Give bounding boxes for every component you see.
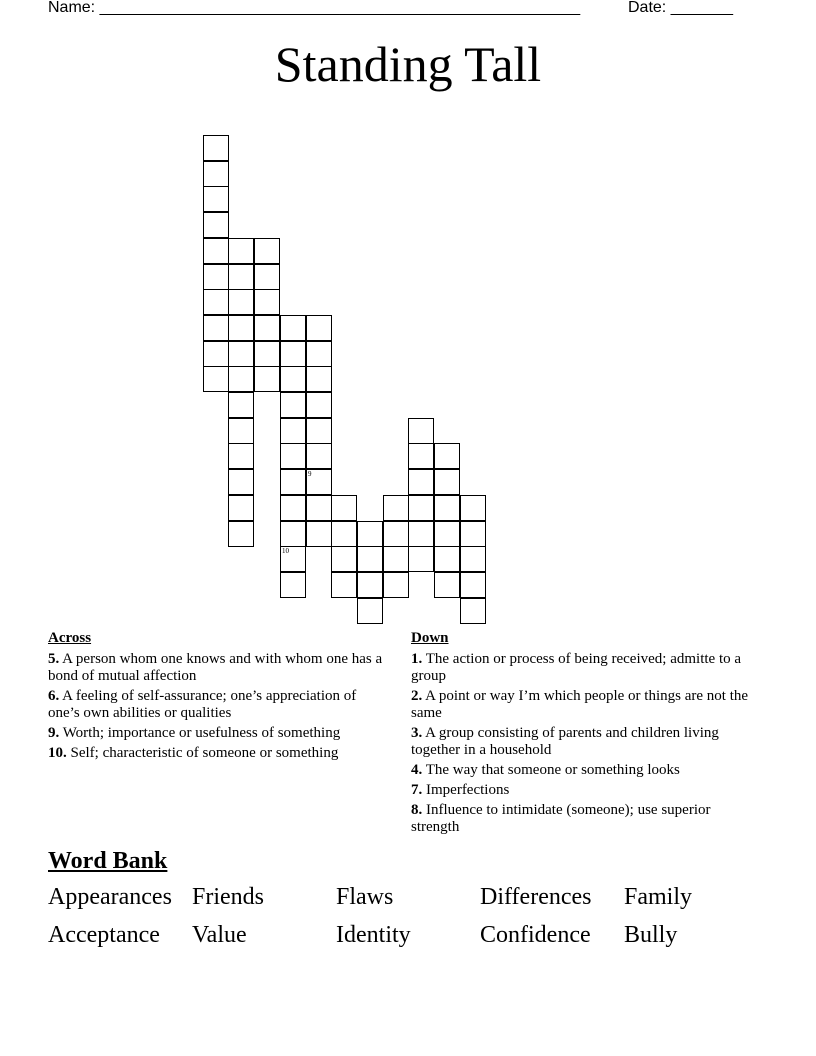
crossword-cell[interactable] bbox=[254, 341, 280, 367]
crossword-cell[interactable] bbox=[306, 366, 332, 392]
crossword-cell[interactable] bbox=[306, 392, 332, 418]
crossword-cell[interactable] bbox=[280, 443, 306, 469]
word-bank-word: Appearances bbox=[48, 884, 172, 910]
down-clue bbox=[411, 725, 756, 759]
crossword-cell[interactable] bbox=[203, 289, 229, 315]
crossword-cell[interactable] bbox=[383, 495, 409, 521]
crossword-cell[interactable] bbox=[203, 212, 229, 238]
clue-text: A group consisting of parents and children living together in a household bbox=[411, 725, 719, 758]
crossword-cell[interactable] bbox=[203, 238, 229, 264]
crossword-cell[interactable] bbox=[306, 443, 332, 469]
clue-number-label: 8. bbox=[411, 802, 423, 818]
word-bank-word: Family bbox=[624, 884, 693, 910]
crossword-cell[interactable] bbox=[408, 521, 434, 547]
crossword-cell[interactable] bbox=[434, 572, 460, 598]
crossword-cell[interactable] bbox=[357, 572, 383, 598]
crossword-cell[interactable] bbox=[383, 521, 409, 547]
date-field-label: Date: _______ bbox=[628, 0, 733, 16]
name-field-label: Name: ______________________________________________________ bbox=[48, 0, 581, 16]
clue-number-label: 3. bbox=[411, 725, 423, 741]
crossword-cell[interactable] bbox=[254, 289, 280, 315]
crossword-cell[interactable] bbox=[203, 264, 229, 290]
crossword-cell[interactable] bbox=[331, 521, 357, 547]
crossword-cell[interactable] bbox=[408, 546, 434, 572]
crossword-cell[interactable] bbox=[383, 572, 409, 598]
crossword-cell[interactable] bbox=[408, 495, 434, 521]
crossword-cell[interactable] bbox=[228, 443, 254, 469]
clue-number-label: 4. bbox=[411, 762, 423, 778]
crossword-cell[interactable] bbox=[228, 264, 254, 290]
crossword-cell[interactable] bbox=[306, 469, 332, 495]
crossword-cell[interactable] bbox=[306, 521, 332, 547]
crossword-cell[interactable] bbox=[357, 598, 383, 624]
clue-number: 9 bbox=[308, 470, 312, 478]
word-bank-word: Acceptance bbox=[48, 922, 160, 948]
down-clue bbox=[411, 688, 756, 722]
crossword-cell[interactable] bbox=[254, 238, 280, 264]
crossword-cell[interactable] bbox=[280, 392, 306, 418]
crossword-cell[interactable] bbox=[203, 161, 229, 187]
crossword-cell[interactable] bbox=[331, 572, 357, 598]
crossword-cell[interactable] bbox=[357, 546, 383, 572]
crossword-cell[interactable] bbox=[280, 495, 306, 521]
clue-number-label: 1. bbox=[411, 651, 423, 667]
crossword-cell[interactable] bbox=[203, 135, 229, 161]
across-clue bbox=[48, 651, 388, 685]
crossword-cell[interactable] bbox=[383, 546, 409, 572]
crossword-cell[interactable] bbox=[228, 469, 254, 495]
crossword-cell[interactable] bbox=[228, 341, 254, 367]
crossword-cell[interactable] bbox=[434, 443, 460, 469]
crossword-cell[interactable] bbox=[460, 546, 486, 572]
word-bank-word: Bully bbox=[624, 922, 678, 948]
crossword-cell[interactable] bbox=[228, 366, 254, 392]
crossword-cell[interactable] bbox=[203, 341, 229, 367]
crossword-cell[interactable] bbox=[460, 495, 486, 521]
crossword-cell[interactable] bbox=[306, 341, 332, 367]
crossword-cell[interactable] bbox=[228, 418, 254, 444]
clue-text: The action or process of being received; admitte to a group bbox=[411, 651, 742, 684]
crossword-cell[interactable] bbox=[228, 238, 254, 264]
crossword-cell[interactable] bbox=[460, 598, 486, 624]
clue-text: The way that someone or something looks bbox=[422, 762, 680, 778]
clue-number-label: 10. bbox=[48, 745, 67, 761]
down-clue-list bbox=[411, 651, 756, 836]
crossword-cell[interactable] bbox=[434, 495, 460, 521]
crossword-cell[interactable] bbox=[408, 418, 434, 444]
down-clues bbox=[411, 630, 756, 839]
clue-number: 10 bbox=[282, 547, 289, 555]
crossword-cell[interactable] bbox=[357, 521, 383, 547]
word-bank-title: Word Bank bbox=[48, 848, 168, 874]
crossword-cell[interactable] bbox=[228, 392, 254, 418]
crossword-cell[interactable] bbox=[331, 546, 357, 572]
crossword-cell[interactable] bbox=[228, 521, 254, 547]
down-heading: Down bbox=[411, 630, 449, 646]
crossword-cell[interactable] bbox=[203, 366, 229, 392]
crossword-cell[interactable] bbox=[228, 315, 254, 341]
down-clue bbox=[411, 762, 756, 779]
across-clue bbox=[48, 725, 388, 742]
crossword-cell[interactable] bbox=[228, 495, 254, 521]
crossword-cell[interactable] bbox=[306, 418, 332, 444]
crossword-cell[interactable] bbox=[434, 469, 460, 495]
crossword-cell[interactable] bbox=[280, 521, 306, 547]
word-bank-word: Identity bbox=[336, 922, 411, 948]
crossword-cell[interactable] bbox=[228, 289, 254, 315]
clue-number-label: 7. bbox=[411, 782, 423, 798]
crossword-cell[interactable] bbox=[203, 315, 229, 341]
clue-text: Worth; importance or usefulness of something bbox=[59, 725, 341, 741]
down-clue bbox=[411, 802, 756, 836]
crossword-cell[interactable] bbox=[434, 521, 460, 547]
word-bank-word: Friends bbox=[192, 884, 264, 910]
crossword-cell[interactable] bbox=[280, 366, 306, 392]
crossword-cell[interactable] bbox=[203, 186, 229, 212]
across-clue-list bbox=[48, 651, 388, 762]
clue-text: A point or way I’m which people or things are not the same bbox=[411, 688, 749, 721]
crossword-cell[interactable] bbox=[434, 546, 460, 572]
across-heading: Across bbox=[48, 630, 92, 646]
across-clues bbox=[48, 630, 388, 765]
clue-text: A feeling of self-assurance; one’s appreciation of one’s own abilities or qualities bbox=[48, 688, 357, 721]
clue-text: A person whom one knows and with whom one has a bond of mutual affection bbox=[48, 651, 383, 684]
crossword-cell[interactable] bbox=[306, 315, 332, 341]
crossword-cell[interactable] bbox=[280, 341, 306, 367]
clue-text: Imperfections bbox=[422, 782, 510, 798]
crossword-cell[interactable] bbox=[254, 315, 280, 341]
crossword-cell[interactable] bbox=[408, 469, 434, 495]
clue-number-label: 2. bbox=[411, 688, 423, 704]
clue-number-label: 5. bbox=[48, 651, 60, 667]
word-bank-word: Value bbox=[192, 922, 247, 948]
down-clue bbox=[411, 782, 756, 799]
across-clue bbox=[48, 688, 388, 722]
crossword-cell[interactable] bbox=[331, 495, 357, 521]
crossword-cell[interactable] bbox=[254, 366, 280, 392]
crossword-cell[interactable] bbox=[306, 495, 332, 521]
crossword-cell[interactable] bbox=[408, 443, 434, 469]
word-bank-word: Flaws bbox=[336, 884, 394, 910]
clue-text: Influence to intimidate (someone); use superior strength bbox=[411, 802, 711, 835]
down-clue bbox=[411, 651, 756, 685]
clue-number-label: 6. bbox=[48, 688, 60, 704]
crossword-cell[interactable] bbox=[280, 418, 306, 444]
crossword-cell[interactable] bbox=[280, 315, 306, 341]
page-title: Standing Tall bbox=[274, 36, 542, 92]
crossword-cell[interactable] bbox=[280, 572, 306, 598]
crossword-cell[interactable] bbox=[280, 469, 306, 495]
crossword-cell[interactable] bbox=[254, 264, 280, 290]
clue-number-label: 9. bbox=[48, 725, 60, 741]
crossword-cell[interactable] bbox=[280, 546, 306, 572]
across-clue bbox=[48, 745, 388, 762]
crossword-cell[interactable] bbox=[460, 572, 486, 598]
clue-text: Self; characteristic of someone or something bbox=[66, 745, 339, 761]
crossword-cell[interactable] bbox=[460, 521, 486, 547]
word-bank-word: Confidence bbox=[480, 922, 591, 948]
word-bank-word: Differences bbox=[480, 884, 592, 910]
